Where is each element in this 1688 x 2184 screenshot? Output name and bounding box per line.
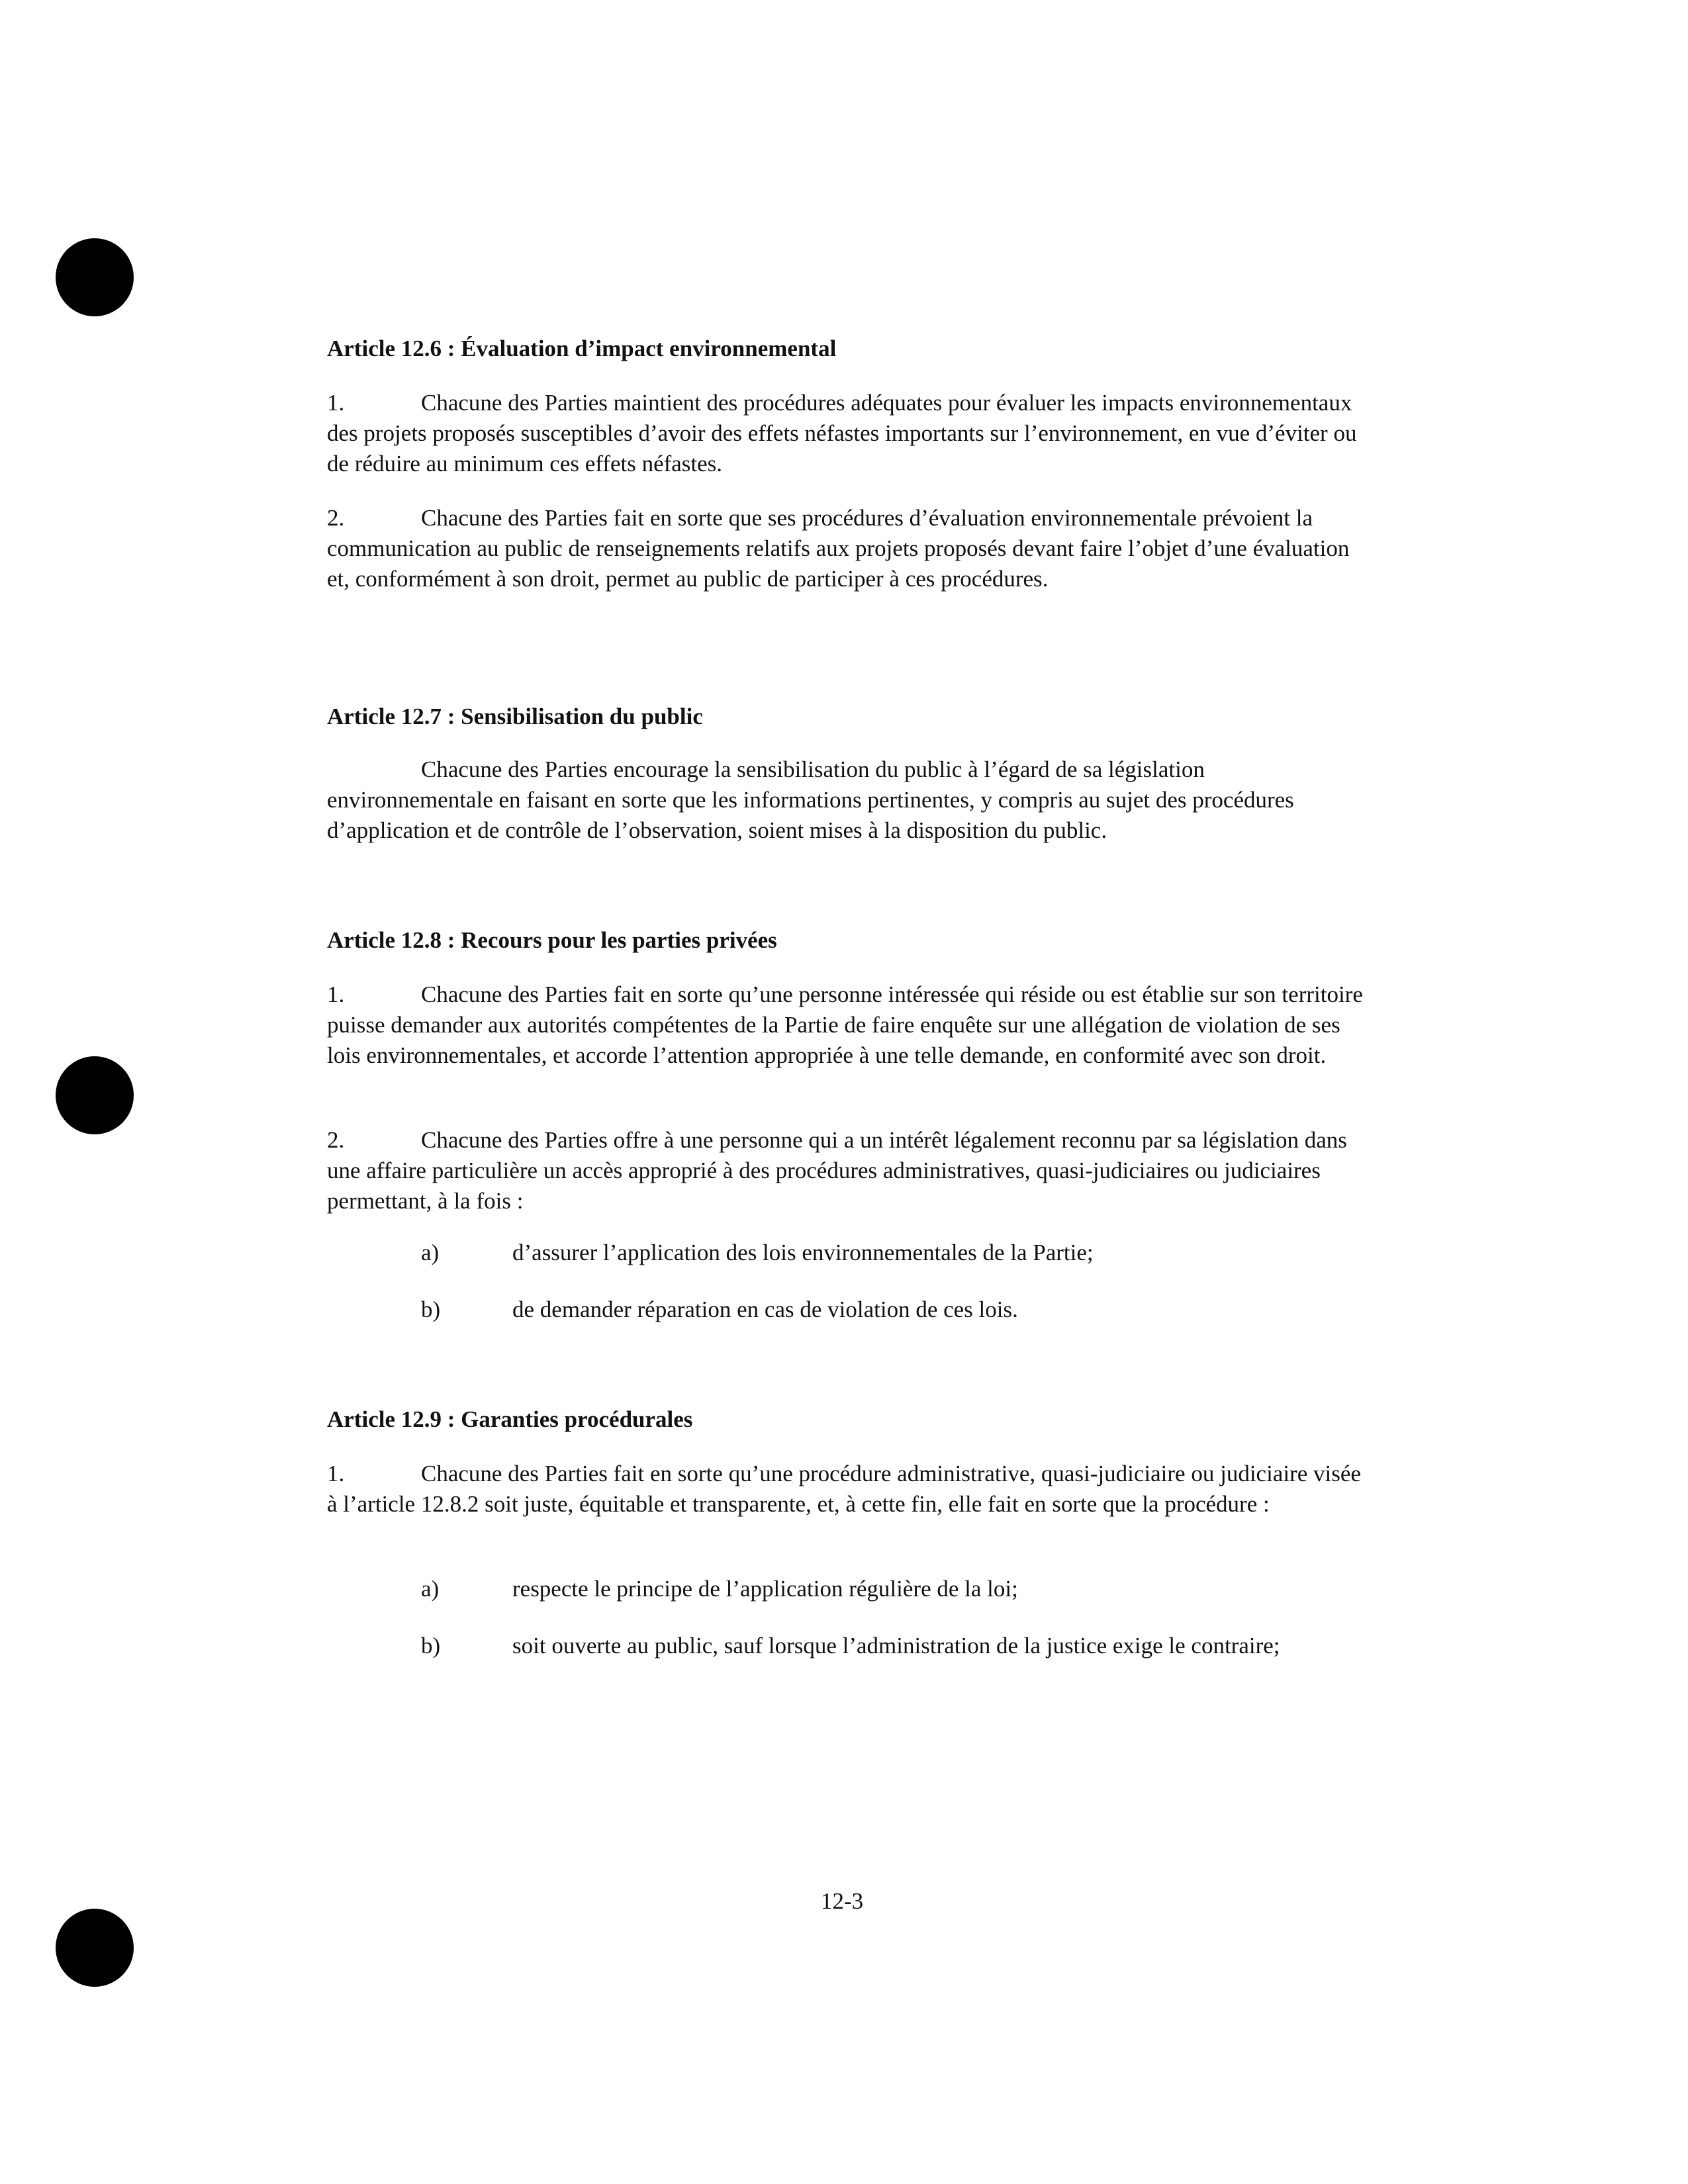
paragraph-text: Chacune des Parties fait en sorte qu’une personne intéressée qui réside ou est établie sur son territoire puisse demander aux autorités compétentes de la Partie de faire enquête sur une allégation de violation de ses lois environnementales, et accorde l’attention appropriée à une telle demande, en conformité avec son droit.: [327, 981, 1363, 1068]
item-letter: a): [421, 1240, 440, 1265]
page-number: 12-3: [821, 1888, 864, 1914]
item-letter: a): [421, 1576, 440, 1602]
paragraph-text: Chacune des Parties encourage la sensibilisation du public à l’égard de sa législation environnementale en faisant en sorte que les informations pertinentes, y compris au sujet des procédures d’application et de contrôle de l’observation, soient mises à la disposition du public.: [327, 756, 1294, 843]
item-text: soit ouverte au public, sauf lorsque l’administration de la justice exige le contraire;: [512, 1633, 1280, 1659]
article-12-6-paragraph-2: [327, 503, 1373, 594]
item-letter: b): [421, 1633, 441, 1659]
paragraph-text: Chacune des Parties offre à une personne qui a un intérêt légalement reconnu par sa législation dans une affaire particulière un accès approprié à des procédures administratives, quasi-judiciaires ou judiciaires permettant, à la fois :: [327, 1127, 1347, 1214]
item-letter: b): [421, 1297, 441, 1322]
paragraph-number: 2.: [327, 505, 345, 531]
paragraph-text: Chacune des Parties fait en sorte qu’une procédure administrative, quasi-judiciaire ou judiciaire visée à l’article 12.8.2 soit juste, équitable et transparente, et, à cette fin, elle fait en sorte que la procédure :: [327, 1461, 1361, 1517]
article-12-7-heading: Article 12.7 : Sensibilisation du public: [327, 704, 703, 729]
binder-hole-bottom: [56, 1909, 134, 1987]
item-text: d’assurer l’application des lois environnementales de la Partie;: [512, 1240, 1094, 1265]
paragraph-number: 1.: [327, 390, 345, 416]
item-text: respecte le principe de l’application régulière de la loi;: [512, 1576, 1018, 1602]
paragraph-number: 2.: [327, 1127, 345, 1153]
article-12-6-heading: Article 12.6 : Évaluation d’impact environnemental: [327, 336, 837, 361]
article-12-8-paragraph-1: [327, 979, 1373, 1071]
binder-hole-middle: [56, 1056, 134, 1134]
article-12-8-paragraph-2: [327, 1125, 1373, 1216]
paragraph-number: 1.: [327, 981, 345, 1007]
article-12-9-paragraph-1: [327, 1459, 1373, 1520]
paragraph-number: 1.: [327, 1461, 345, 1486]
paragraph-text: Chacune des Parties fait en sorte que ses procédures d’évaluation environnementale prévoient la communication au public de renseignements relatifs aux projets proposés devant faire l’objet d’une évaluation et, conformément à son droit, permet au public de participer à ces procédures.: [327, 505, 1350, 592]
paragraph-text: Chacune des Parties maintient des procédures adéquates pour évaluer les impacts environnementaux des projets proposés susceptibles d’avoir des effets néfastes importants sur l’environnement, en vue d’éviter ou de réduire au minimum ces effets néfastes.: [327, 390, 1357, 477]
binder-hole-top: [56, 238, 134, 316]
article-12-6-paragraph-1: [327, 388, 1373, 479]
article-12-9-heading: Article 12.9 : Garanties procédurales: [327, 1406, 693, 1432]
item-text: de demander réparation en cas de violation de ces lois.: [512, 1297, 1018, 1322]
article-12-8-heading: Article 12.8 : Recours pour les parties privées: [327, 927, 777, 953]
article-12-7-paragraph: [327, 754, 1373, 846]
